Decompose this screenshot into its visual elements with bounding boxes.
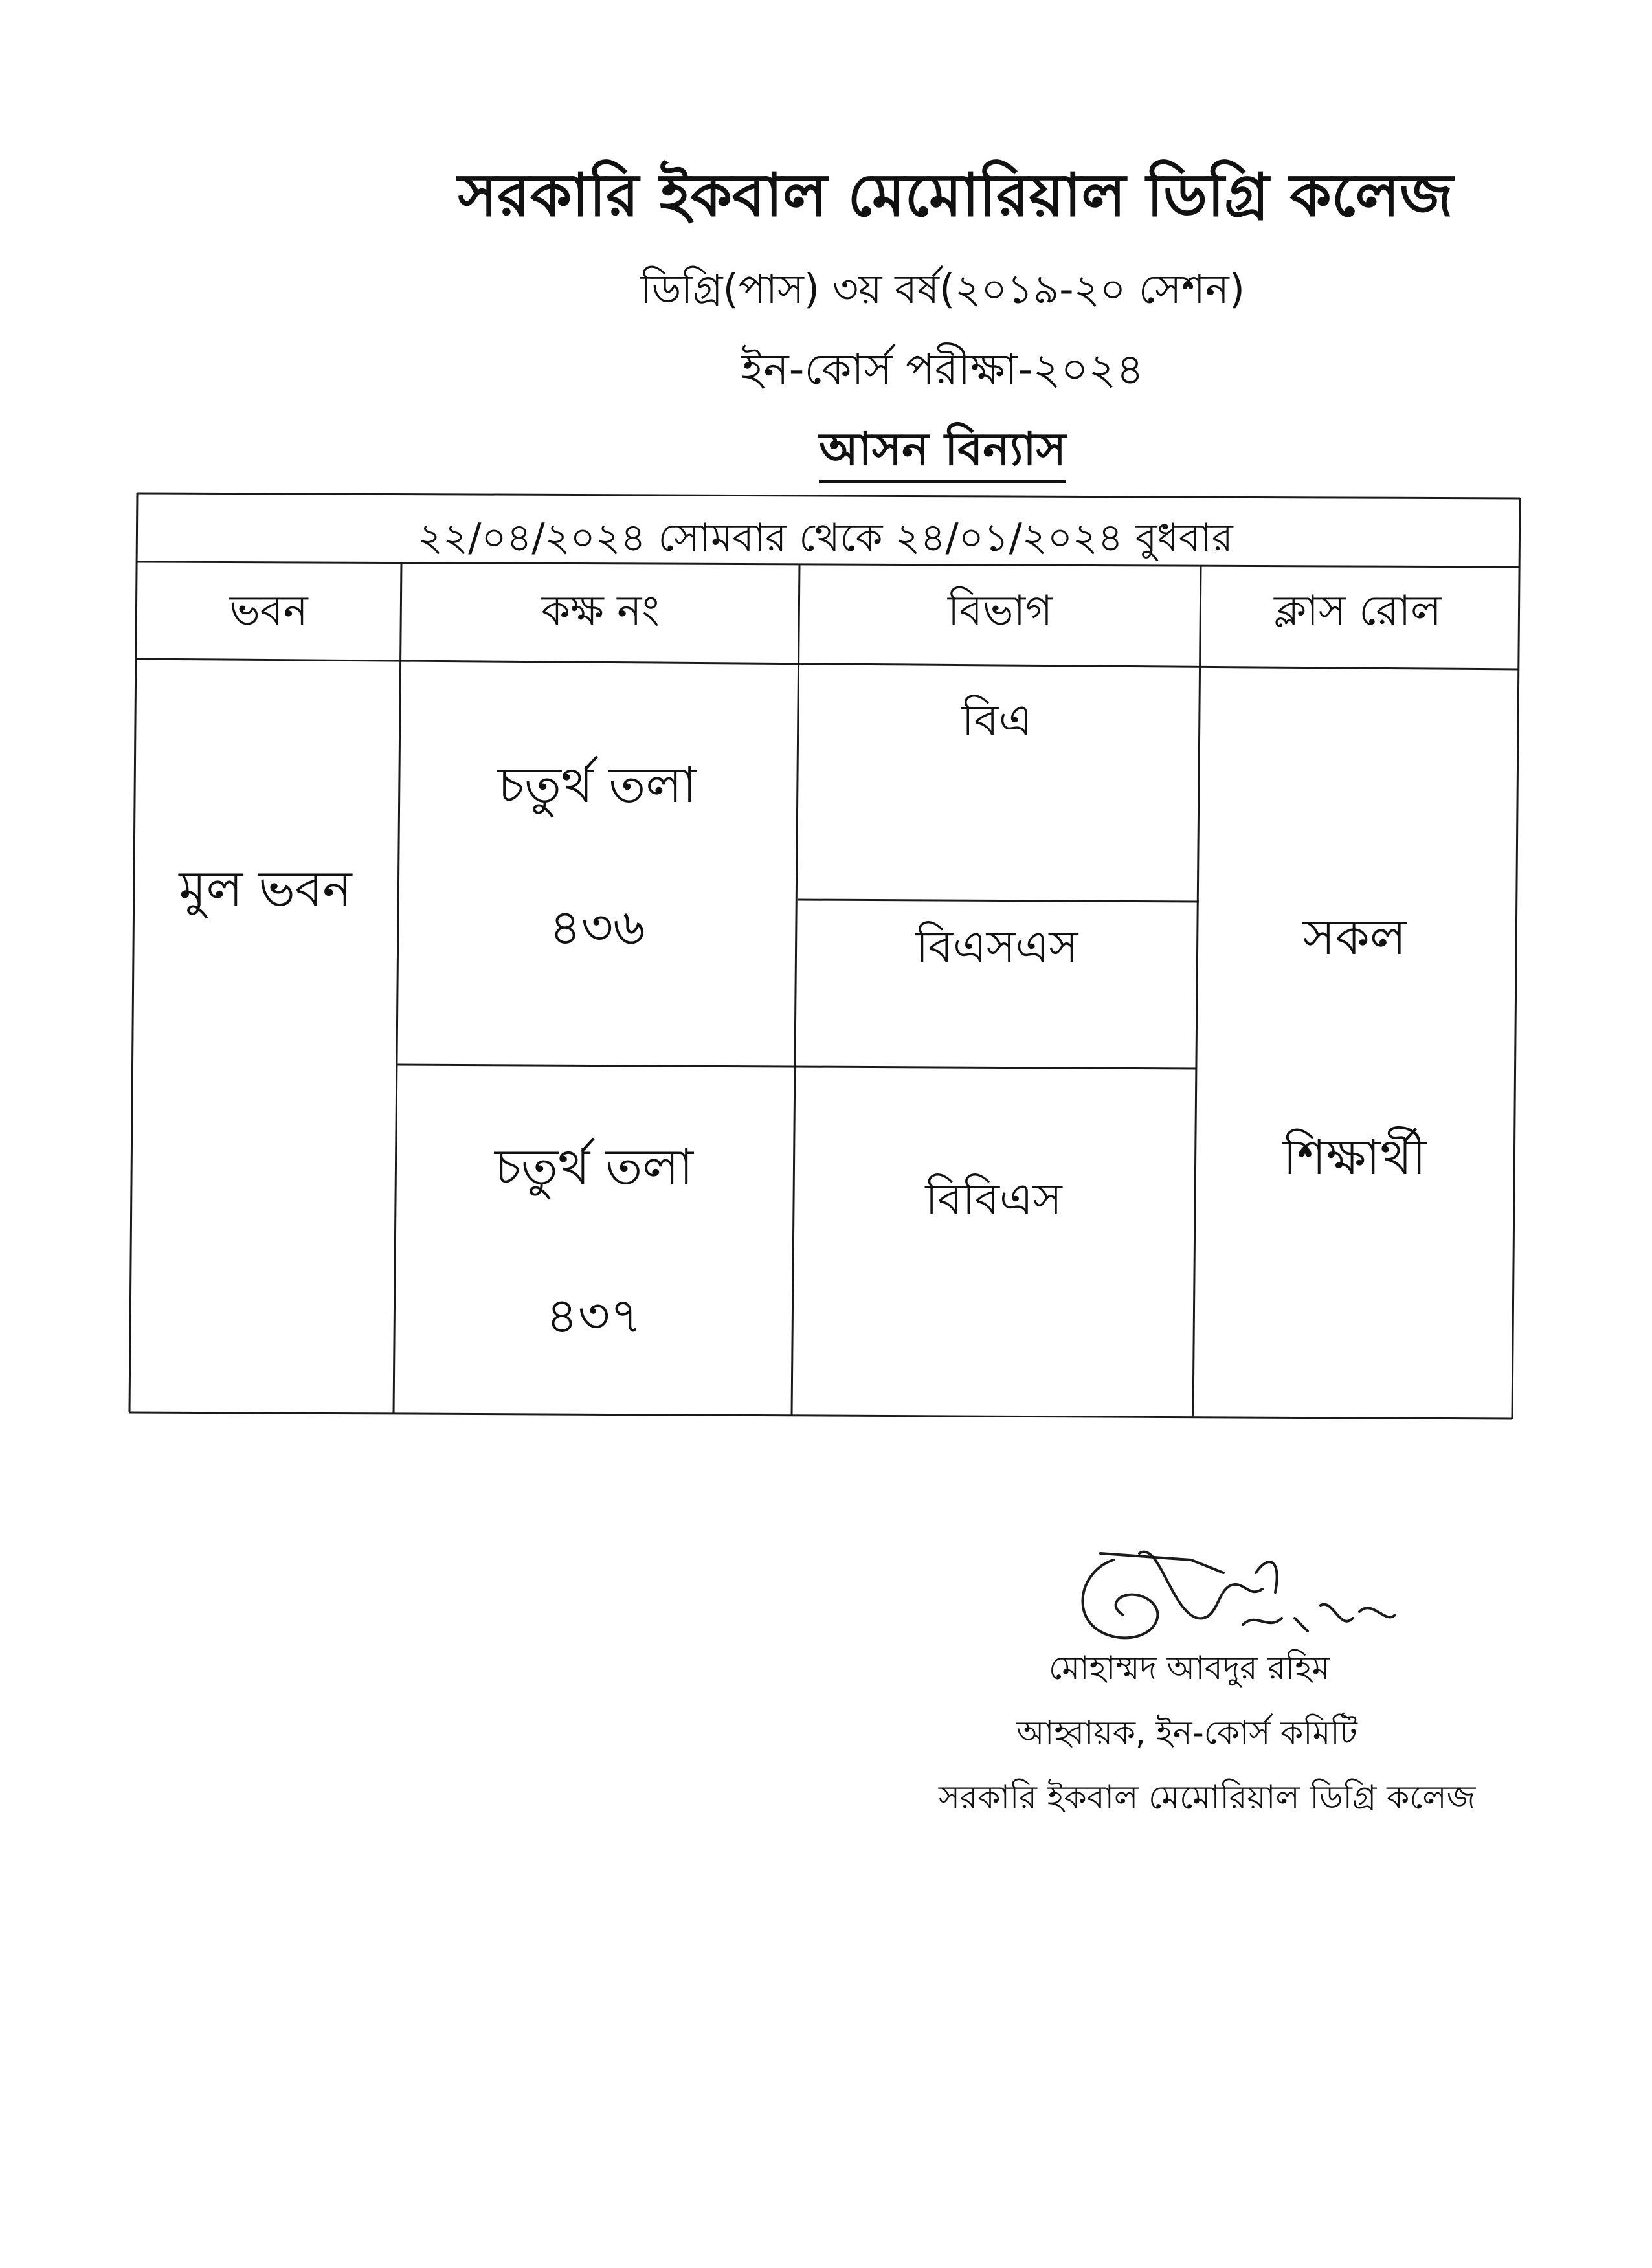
room-1-number: ৪৩৬	[549, 898, 645, 956]
date-range: ২২/০৪/২০২৪ সোমবার থেকে ২৪/০১/২০২৪ বুধবার	[418, 515, 1233, 561]
exam-line-text: ইন-কোর্স পরীক্ষা-২০২৪	[741, 344, 1144, 394]
signer-role: আহ্বায়ক, ইন-কোর্স কমিটি	[1016, 1714, 1357, 1751]
room-1-floor: চতুর্থ তলা	[497, 756, 697, 814]
signer-college: সরকারি ইকবাল মেমোরিয়াল ডিগ্রি কলেজ	[939, 1779, 1476, 1816]
department-bbs: বিবিএস	[925, 1174, 1062, 1225]
column-header-class-roll: ক্লাস রোল	[1274, 587, 1442, 635]
signer-name: মোহাম্মদ আবদুর রহিম	[1049, 1649, 1330, 1687]
table-border-top	[137, 493, 1520, 498]
department-ba: বিএ	[961, 695, 1032, 746]
dept-row-divider	[798, 900, 1199, 902]
header-row-divider	[136, 659, 1519, 669]
document-title-text: আসন বিন্যাস	[819, 423, 1066, 483]
room-row-divider	[397, 1065, 1197, 1069]
building-name: মুল ভবন	[179, 860, 352, 917]
column-header-department: বিভাগ	[947, 587, 1053, 635]
department-bss: বিএসএস	[915, 922, 1078, 973]
course-line-text: ডিগ্রি(পাস) ৩য় বর্ষ(২০১৯-২০ সেশন)	[640, 265, 1245, 313]
room-2-floor: চতুর্থ তলা	[494, 1138, 694, 1195]
column-header-room: কক্ষ নং	[541, 587, 660, 635]
class-roll-line-2: শিক্ষার্থী	[1282, 1128, 1427, 1186]
table-border-bottom	[129, 1412, 1512, 1419]
column-header-building: ভবন	[229, 587, 308, 635]
room-2-number: ৪৩৭	[546, 1287, 642, 1344]
college-title-text: সরকারি ইকবাল মেমোরিয়াল ডিগ্রি কলেজ	[458, 161, 1453, 230]
class-roll-line-1: সকল	[1302, 908, 1407, 966]
